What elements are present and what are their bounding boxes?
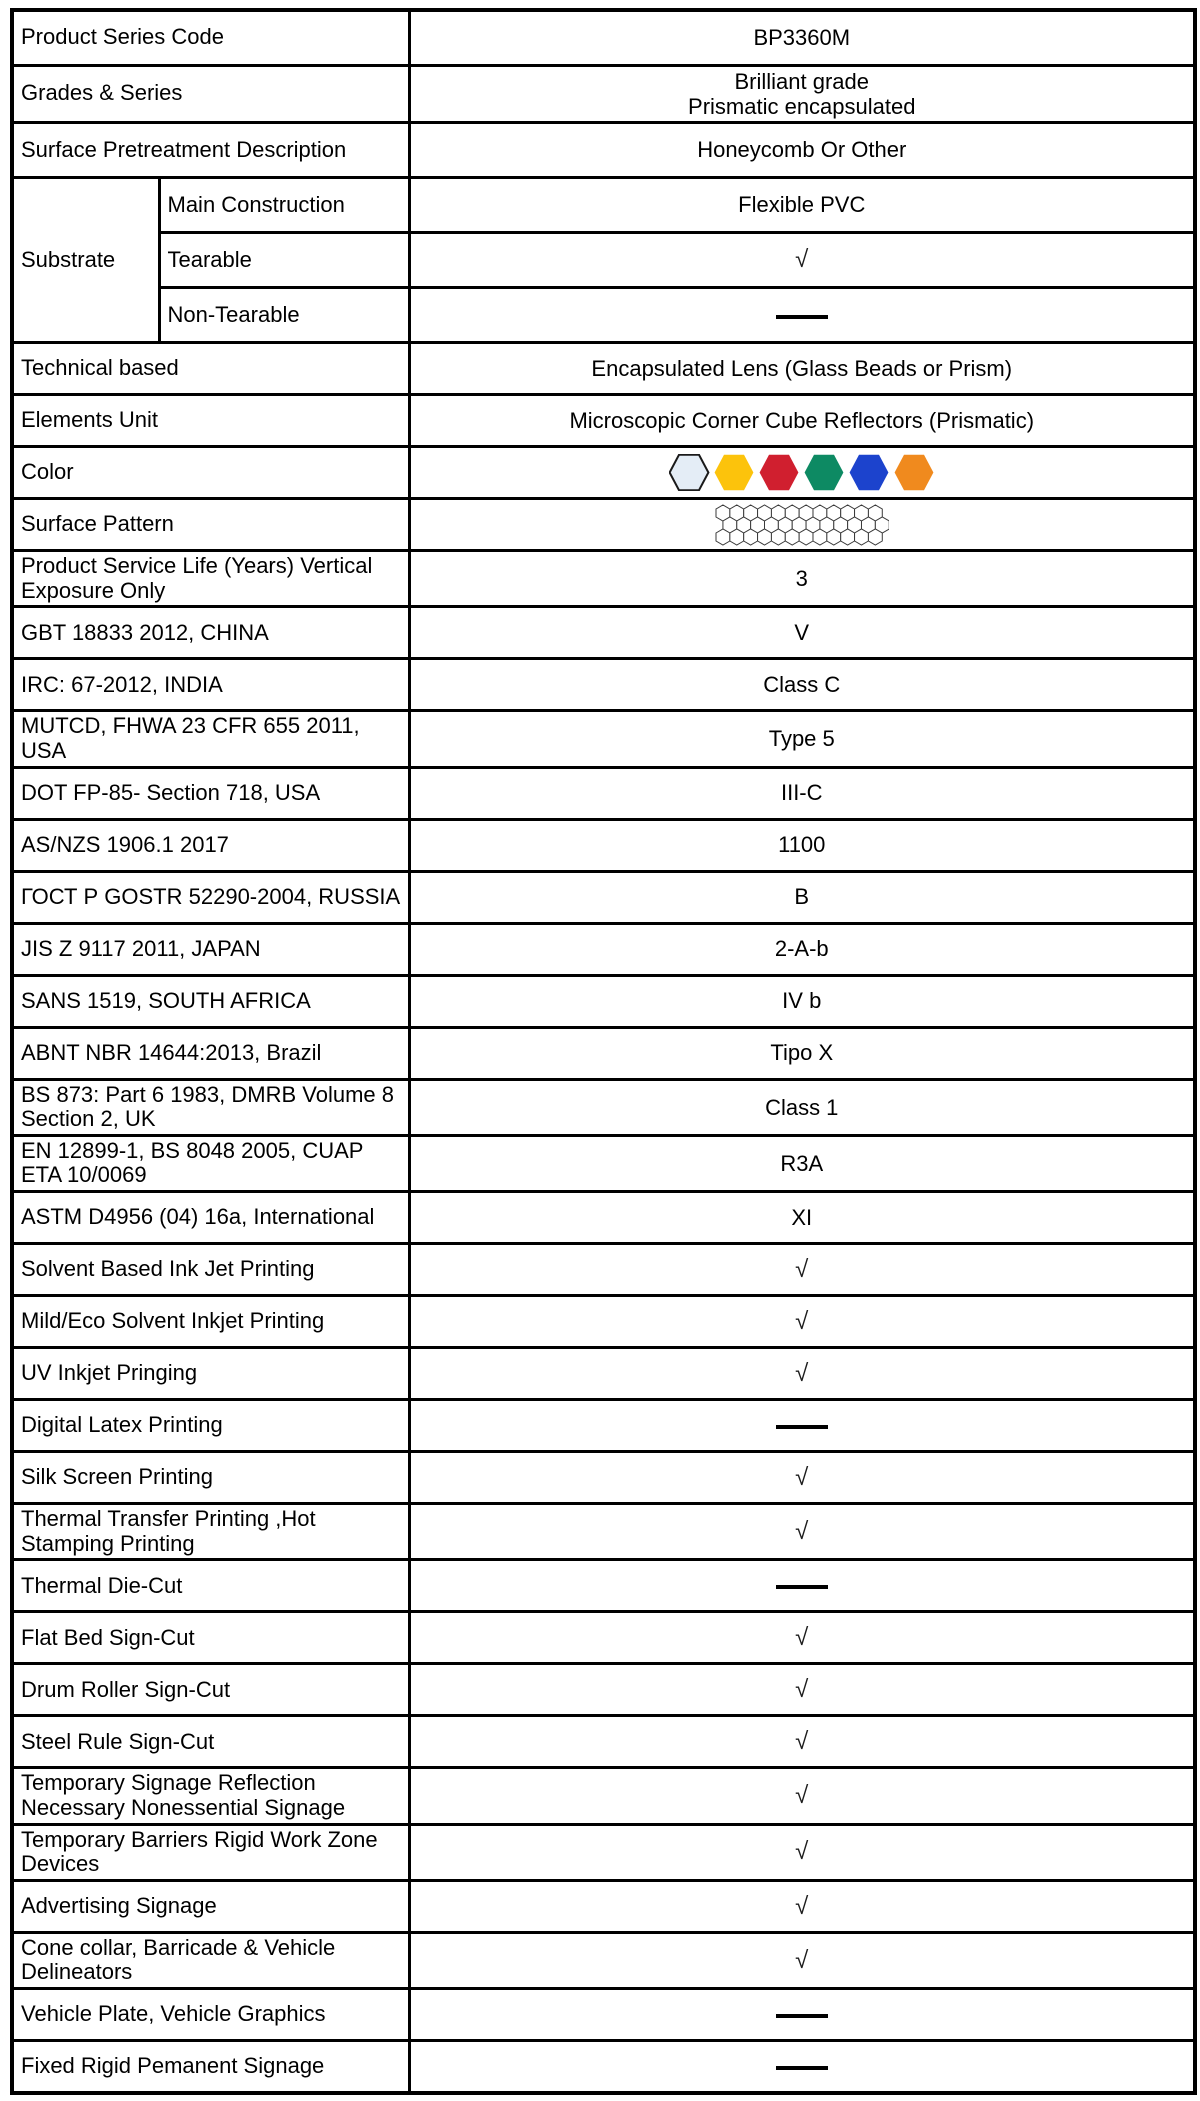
table-row <box>12 767 1195 819</box>
dash-mark <box>776 2066 828 2070</box>
color-hexagon <box>715 455 754 490</box>
table-row <box>12 1768 1195 1824</box>
table-row <box>12 1400 1195 1452</box>
table-row <box>12 1560 1195 1612</box>
row-value: Type 5 <box>409 711 1195 767</box>
check-mark: √ <box>795 1359 809 1387</box>
row-label: Tearable <box>159 233 409 288</box>
spec-table-body <box>12 10 1195 2093</box>
row-value-cell <box>409 1716 1195 1768</box>
row-value-cell <box>409 1452 1195 1504</box>
pattern-hex-cell <box>827 529 841 545</box>
row-value-cell <box>409 1768 1195 1824</box>
row-value: Class 1 <box>409 1079 1195 1135</box>
row-label: Surface Pattern <box>12 499 409 551</box>
pattern-hex-cell <box>785 529 799 545</box>
row-label: EN 12899-1, BS 8048 2005, CUAP ETA 10/0069 <box>12 1135 409 1191</box>
row-label: ABNT NBR 14644:2013, Brazil <box>12 1027 409 1079</box>
row-label: IRC: 67-2012, INDIA <box>12 659 409 711</box>
table-row <box>12 659 1195 711</box>
row-label: Digital Latex Printing <box>12 1400 409 1452</box>
row-value-cell <box>409 1400 1195 1452</box>
row-value-cell <box>409 1664 1195 1716</box>
row-label: BS 873: Part 6 1983, DMRB Volume 8 Section 2, UK <box>12 1079 409 1135</box>
row-label: DOT FP-85- Section 718, USA <box>12 767 409 819</box>
pattern-hex-cell <box>854 529 868 545</box>
row-label: Product Series Code <box>12 10 409 65</box>
row-label: Advertising Signage <box>12 1880 409 1932</box>
check-mark: √ <box>795 1782 809 1810</box>
pattern-hex-cell <box>771 529 785 545</box>
table-row <box>12 1989 1195 2041</box>
row-label: Mild/Eco Solvent Inkjet Printing <box>12 1296 409 1348</box>
row-label: UV Inkjet Pringing <box>12 1348 409 1400</box>
pattern-hex-cell <box>757 529 771 545</box>
table-row <box>12 123 1195 178</box>
table-row <box>12 1664 1195 1716</box>
product-spec-table <box>10 8 1197 2095</box>
table-row <box>12 975 1195 1027</box>
pattern-hex-cell <box>868 529 882 545</box>
row-label: Drum Roller Sign-Cut <box>12 1664 409 1716</box>
row-value-cell <box>409 233 1195 288</box>
dash-mark <box>776 2014 828 2018</box>
row-label: JIS Z 9117 2011, JAPAN <box>12 923 409 975</box>
dash-mark <box>776 1425 828 1429</box>
row-value-cell <box>409 1244 1195 1296</box>
row-value: V <box>409 607 1195 659</box>
row-label: Solvent Based Ink Jet Printing <box>12 1244 409 1296</box>
row-value: Class C <box>409 659 1195 711</box>
row-label: MUTCD, FHWA 23 CFR 655 2011, USA <box>12 711 409 767</box>
row-label: Steel Rule Sign-Cut <box>12 1716 409 1768</box>
table-row <box>12 1296 1195 1348</box>
table-row <box>12 1932 1195 1988</box>
honeycomb-pattern <box>715 504 889 546</box>
dash-mark <box>776 1585 828 1589</box>
row-value: III-C <box>409 767 1195 819</box>
table-row <box>12 607 1195 659</box>
row-value-cell <box>409 1560 1195 1612</box>
color-hexagon <box>850 455 889 490</box>
row-label: Thermal Die-Cut <box>12 1560 409 1612</box>
table-row <box>12 871 1195 923</box>
table-row <box>12 711 1195 767</box>
table-row <box>12 2041 1195 2093</box>
row-value: Tipo X <box>409 1027 1195 1079</box>
table-row <box>12 1027 1195 1079</box>
row-label: Non-Tearable <box>159 288 409 343</box>
dash-mark <box>776 315 828 319</box>
table-row <box>12 233 1195 288</box>
check-mark: √ <box>795 1838 809 1866</box>
row-label: Cone collar, Barricade & Vehicle Delineators <box>12 1932 409 1988</box>
color-swatches <box>669 454 934 491</box>
row-value: Flexible PVC <box>409 178 1195 233</box>
pattern-hex-cell <box>730 529 744 545</box>
row-label: Vehicle Plate, Vehicle Graphics <box>12 1989 409 2041</box>
row-label: Color <box>12 447 409 499</box>
row-value: XI <box>409 1192 1195 1244</box>
row-label: Product Service Life (Years) Vertical Exposure Only <box>12 551 409 607</box>
check-mark: √ <box>795 1463 809 1491</box>
row-label: Fixed Rigid Pemanent Signage <box>12 2041 409 2093</box>
table-row <box>12 1612 1195 1664</box>
table-row <box>12 499 1195 551</box>
row-value-cell <box>409 1880 1195 1932</box>
row-label: Main Construction <box>159 178 409 233</box>
check-mark: √ <box>795 1624 809 1652</box>
color-hexagon <box>670 455 709 490</box>
row-label: GBT 18833 2012, CHINA <box>12 607 409 659</box>
row-label: Thermal Transfer Printing ,Hot Stamping Printing <box>12 1504 409 1560</box>
pattern-hex-cell <box>743 529 757 545</box>
table-row <box>12 1135 1195 1191</box>
row-value-cell <box>409 1824 1195 1880</box>
table-row <box>12 178 1195 233</box>
row-value: BP3360M <box>409 10 1195 65</box>
pattern-hex-cell <box>716 529 730 545</box>
row-label: Elements Unit <box>12 395 409 447</box>
row-label: Temporary Barriers Rigid Work Zone Devices <box>12 1824 409 1880</box>
row-value-cell <box>409 499 1195 551</box>
table-row <box>12 1504 1195 1560</box>
row-value-cell <box>409 1348 1195 1400</box>
check-mark: √ <box>795 1307 809 1335</box>
row-value-cell <box>409 1989 1195 2041</box>
row-value: IV b <box>409 975 1195 1027</box>
row-label: Grades & Series <box>12 65 409 123</box>
pattern-hex-cell <box>799 529 813 545</box>
pattern-hex-cell <box>840 529 854 545</box>
row-value: Microscopic Corner Cube Reflectors (Prismatic) <box>409 395 1195 447</box>
row-value: Encapsulated Lens (Glass Beads or Prism) <box>409 343 1195 395</box>
row-value-cell <box>409 447 1195 499</box>
row-value-cell <box>409 1612 1195 1664</box>
row-label-substrate-group: Substrate <box>12 178 159 343</box>
color-hexagon <box>895 455 934 490</box>
table-row <box>12 447 1195 499</box>
row-value: 1100 <box>409 819 1195 871</box>
row-label: Technical based <box>12 343 409 395</box>
row-value-cell <box>409 1504 1195 1560</box>
row-value: Honeycomb Or Other <box>409 123 1195 178</box>
table-row <box>12 1824 1195 1880</box>
table-row <box>12 343 1195 395</box>
row-value-cell <box>409 288 1195 343</box>
row-label: Flat Bed Sign-Cut <box>12 1612 409 1664</box>
row-value-cell <box>409 65 1195 123</box>
table-row <box>12 395 1195 447</box>
row-label: Silk Screen Printing <box>12 1452 409 1504</box>
row-label: SANS 1519, SOUTH AFRICA <box>12 975 409 1027</box>
table-row <box>12 923 1195 975</box>
row-value: B <box>409 871 1195 923</box>
row-value: 3 <box>409 551 1195 607</box>
table-row <box>12 551 1195 607</box>
check-mark: √ <box>795 1892 809 1920</box>
table-row <box>12 1452 1195 1504</box>
table-row <box>12 1880 1195 1932</box>
row-value-line: Brilliant grade <box>734 68 869 94</box>
table-row <box>12 65 1195 123</box>
table-row <box>12 819 1195 871</box>
table-row <box>12 1716 1195 1768</box>
row-label: ASTM D4956 (04) 16a, International <box>12 1192 409 1244</box>
table-row <box>12 288 1195 343</box>
pattern-hex-cell <box>813 529 827 545</box>
check-mark: √ <box>795 1676 809 1704</box>
row-value: R3A <box>409 1135 1195 1191</box>
row-label: ГОСТ Р GOSTR 52290-2004, RUSSIA <box>12 871 409 923</box>
row-value-cell <box>409 1296 1195 1348</box>
row-value-cell <box>409 2041 1195 2093</box>
check-mark: √ <box>795 1517 809 1545</box>
row-value: 2-A-b <box>409 923 1195 975</box>
row-value-cell <box>409 1932 1195 1988</box>
row-label: Temporary Signage Reflection Necessary Nonessential Signage <box>12 1768 409 1824</box>
table-row <box>12 1192 1195 1244</box>
check-mark: √ <box>795 1728 809 1756</box>
table-row <box>12 10 1195 65</box>
check-mark: √ <box>795 1946 809 1974</box>
table-row <box>12 1079 1195 1135</box>
table-row <box>12 1348 1195 1400</box>
check-mark: √ <box>795 246 809 274</box>
check-mark: √ <box>795 1255 809 1283</box>
table-row <box>12 1244 1195 1296</box>
color-hexagon <box>760 455 799 490</box>
row-label: Surface Pretreatment Description <box>12 123 409 178</box>
color-hexagon <box>805 455 844 490</box>
row-label: AS/NZS 1906.1 2017 <box>12 819 409 871</box>
row-value-line: Prismatic encapsulated <box>688 93 916 119</box>
